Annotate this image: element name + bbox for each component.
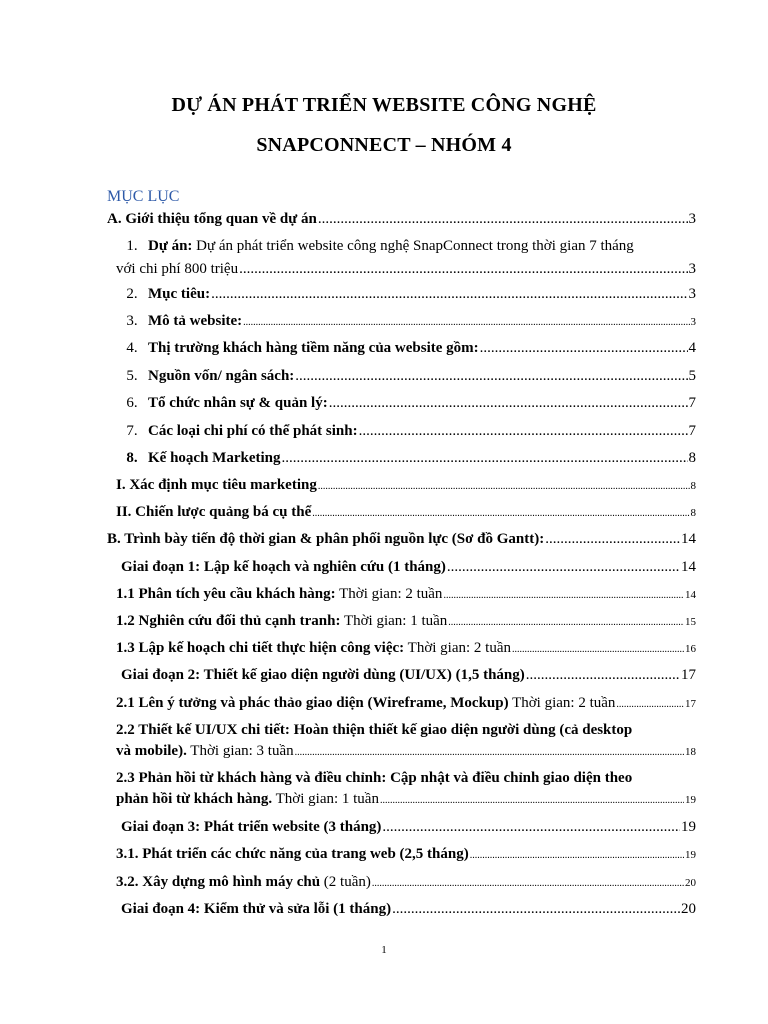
toc-page-number: 19 <box>681 819 696 835</box>
toc-leader <box>480 338 688 358</box>
toc-label-wrap <box>116 393 328 413</box>
toc-entry-5[interactable] <box>116 366 696 386</box>
toc-label-bold: và mobile). <box>116 743 187 759</box>
toc-label-wrap <box>116 693 615 713</box>
toc-label: B. Trình bày tiến độ thời gian & phân phối nguồn lực (Sơ đồ Gantt): <box>107 531 545 547</box>
toc-entry-1-2[interactable] <box>116 611 696 633</box>
toc-number: 3. <box>126 313 138 329</box>
toc-label-wrap <box>116 584 442 604</box>
toc-label: 3.1. Phát triển các chức năng của trang web (2,5 tháng) <box>116 846 469 862</box>
toc-entry-i[interactable] <box>116 475 696 497</box>
toc-label: Thị trường khách hàng tiềm năng của website gồm: <box>148 340 479 356</box>
toc-page-number: 8 <box>690 507 696 519</box>
toc-label-wrap <box>116 366 294 386</box>
toc-page-number: 20 <box>681 901 696 917</box>
toc-leader <box>295 742 684 763</box>
toc-leader <box>318 209 688 229</box>
toc-page-number: 8 <box>688 450 696 466</box>
toc-label: Giai đoạn 3: Phát triển website (3 tháng) <box>121 819 382 835</box>
toc-entry-1[interactable] <box>116 235 696 281</box>
toc-entry-phase-4[interactable] <box>121 899 696 919</box>
toc-label: II. Chiến lược quảng bá cụ thể <box>116 504 312 520</box>
toc-leader <box>372 874 684 894</box>
toc-label-bold: 1.3 Lập kế hoạch chi tiết thực hiện công việc: <box>116 640 405 656</box>
toc-number: 6. <box>126 395 138 411</box>
toc-label: Kế hoạch Marketing <box>148 450 281 466</box>
document-title-line1: DỰ ÁN PHÁT TRIỂN WEBSITE CÔNG NGHỆ <box>171 94 597 116</box>
toc-leader <box>392 899 680 919</box>
toc-label-wrap <box>116 638 511 658</box>
toc-label-text: Dự án phát triển website công nghệ SnapConnect trong thời gian 7 tháng <box>192 238 634 254</box>
toc-page-number: 15 <box>685 616 696 628</box>
toc-entry-8[interactable] <box>116 448 696 468</box>
toc-leader <box>295 366 687 386</box>
toc-leader <box>470 846 684 866</box>
toc-number: 8. <box>126 450 138 466</box>
toc-number: 1. <box>126 238 138 254</box>
toc-page-number: 3 <box>690 316 696 328</box>
toc-leader <box>380 790 684 811</box>
toc-entry-3-1[interactable] <box>116 844 696 866</box>
toc-entry-1-3[interactable] <box>116 638 696 660</box>
toc-label-wrap <box>116 611 447 631</box>
toc-entry-2[interactable] <box>116 284 696 304</box>
toc-label-text: Thời gian: 3 tuần <box>186 743 294 759</box>
toc-page-number: 3 <box>688 211 696 227</box>
toc-label: I. Xác định mục tiêu marketing <box>116 477 317 493</box>
toc-page-number: 7 <box>688 423 696 439</box>
toc-label-wrap <box>116 789 379 810</box>
toc-entry-4[interactable] <box>116 338 696 358</box>
toc-label-bold: 2.1 Lên ý tưởng và phác thảo giao diện (Wireframe, Mockup) <box>116 695 509 711</box>
toc-label-line1: 2.3 Phản hồi từ khách hàng và điều chỉnh: Cập nhật và điều chỉnh giao diện theo <box>116 770 633 786</box>
toc-page-number: 3 <box>688 286 696 302</box>
toc-page-number: 14 <box>685 589 696 601</box>
toc-entry-2-3[interactable] <box>116 768 696 811</box>
toc-heading: MỤC LỤC <box>107 188 180 205</box>
toc-entry-phase-1[interactable] <box>121 557 696 577</box>
toc-page-number: 14 <box>681 559 696 575</box>
toc-leader <box>448 613 684 633</box>
toc-page-number: 3 <box>688 261 696 277</box>
toc-entry-a[interactable] <box>107 209 696 229</box>
toc-label: Giai đoạn 4: Kiểm thử và sửa lỗi (1 tháng) <box>121 901 392 917</box>
toc-number: 5. <box>126 368 138 384</box>
toc-leader <box>359 421 688 441</box>
toc-entry-b[interactable] <box>107 529 696 549</box>
toc-leader <box>211 284 687 304</box>
toc-entry-phase-2[interactable] <box>121 665 696 685</box>
toc-number: 7. <box>126 423 138 439</box>
toc-page-number: 20 <box>685 877 696 889</box>
toc-page-number: 19 <box>685 849 696 861</box>
toc-leader <box>239 258 687 281</box>
toc-leader <box>329 393 688 413</box>
toc-leader <box>545 529 680 549</box>
toc-label-wrap <box>116 448 281 468</box>
toc-label-bold: 1.2 Nghiên cứu đối thủ cạnh tranh: <box>116 613 341 629</box>
toc-label-text: (2 tuần) <box>320 874 371 890</box>
toc-leader <box>512 640 684 660</box>
toc-label: Các loại chi phí có thể phát sinh: <box>148 423 358 439</box>
toc-number: 2. <box>126 286 138 302</box>
toc-leader <box>382 817 680 837</box>
toc-leader <box>282 448 688 468</box>
toc-label-wrap <box>116 872 371 892</box>
toc-label-bold: 3.2. Xây dựng mô hình máy chủ <box>116 874 321 890</box>
toc-label-line1: 2.2 Thiết kế UI/UX chi tiết: Hoàn thiện thiết kế giao diện người dùng (cả desktop <box>116 722 633 738</box>
toc-label-cont: với chi phí 800 triệu <box>116 261 239 277</box>
toc-leader <box>443 586 684 606</box>
toc-page-number: 19 <box>685 794 696 806</box>
toc-leader <box>526 665 680 685</box>
document-title-line2: SNAPCONNECT – NHÓM 4 <box>256 134 512 156</box>
toc-leader <box>312 504 689 524</box>
toc-page-number: 17 <box>685 698 696 710</box>
toc-page-number: 14 <box>681 531 696 547</box>
toc-entry-3-2[interactable] <box>116 872 696 894</box>
toc-entry-3[interactable] <box>116 311 696 333</box>
toc-entry-ii[interactable] <box>116 502 696 524</box>
toc-label-wrap <box>116 338 479 358</box>
toc-entry-7[interactable] <box>116 421 696 441</box>
toc-label: A. Giới thiệu tổng quan về dự án <box>107 211 317 227</box>
toc-page-number: 8 <box>690 480 696 492</box>
toc-leader <box>447 557 680 577</box>
toc-leader <box>318 477 690 497</box>
toc-page-number: 5 <box>688 368 696 384</box>
toc-entry-2-1[interactable] <box>116 693 696 715</box>
toc-label-text: Thời gian: 1 tuần <box>340 613 448 629</box>
toc-label-text: Thời gian: 2 tuần <box>335 586 443 602</box>
toc-entry-phase-3[interactable] <box>121 817 696 837</box>
toc-label-text: Thời gian: 1 tuần <box>272 791 379 807</box>
toc-label-text: Thời gian: 2 tuần <box>508 695 616 711</box>
toc-number: 4. <box>126 340 138 356</box>
toc-leader <box>616 695 684 715</box>
toc-page-number: 18 <box>685 746 696 758</box>
toc-line <box>116 235 696 258</box>
toc-page-number: 4 <box>688 340 696 356</box>
toc-label-bold: 1.1 Phân tích yêu cầu khách hàng: <box>116 586 336 602</box>
toc-page-number: 17 <box>681 667 696 683</box>
toc-label: Giai đoạn 2: Thiết kế giao diện người dùng (UI/UX) (1,5 tháng) <box>121 667 525 683</box>
toc-label-wrap <box>116 311 242 331</box>
toc-label-bold: phản hồi từ khách hàng. <box>116 791 273 807</box>
toc-label-wrap <box>116 741 294 762</box>
toc-page-number: 16 <box>685 643 696 655</box>
page-number-footer: 1 <box>381 944 387 956</box>
toc-label: Mô tả website: <box>148 313 243 329</box>
toc-label: Mục tiêu: <box>148 286 211 302</box>
toc-entry-2-2[interactable] <box>116 720 696 763</box>
toc-entry-6[interactable] <box>116 393 696 413</box>
toc-label-text: Thời gian: 2 tuần <box>404 640 511 656</box>
toc-label-bold: Dự án: <box>148 238 193 254</box>
toc-label-wrap <box>116 284 210 304</box>
toc-page-number: 7 <box>688 395 696 411</box>
toc-leader <box>243 313 689 333</box>
toc-label: Tổ chức nhân sự & quản lý: <box>148 395 328 411</box>
toc-label: Nguồn vốn/ ngân sách: <box>148 368 295 384</box>
toc-label-wrap <box>116 421 358 441</box>
toc-label: Giai đoạn 1: Lập kế hoạch và nghiên cứu (1 tháng) <box>121 559 446 575</box>
toc-entry-1-1[interactable] <box>116 584 696 606</box>
